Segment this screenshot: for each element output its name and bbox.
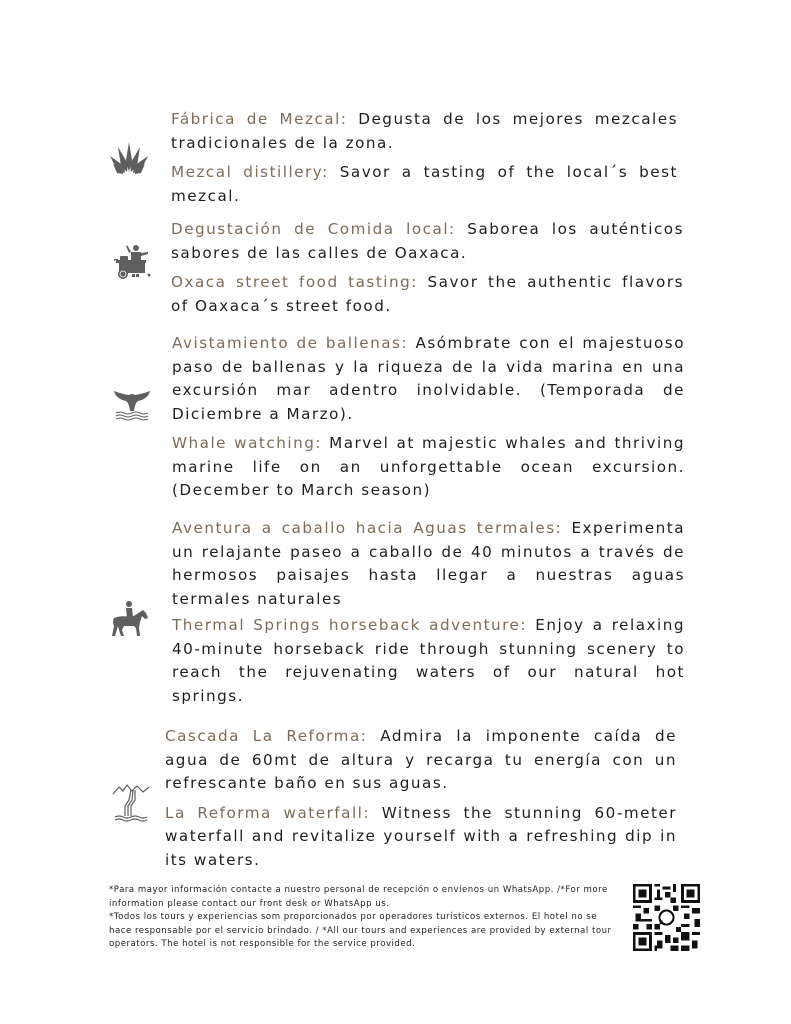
spanish-description [171, 218, 684, 265]
english-description [171, 271, 684, 318]
spanish-description [172, 332, 685, 426]
spanish-description [172, 517, 685, 611]
activity-desc-en: Enjoy a relaxing 40-minute horseback ride through stunning scenery to reach the rejuvenating waters of our natural hot springs. [172, 616, 685, 705]
footer-disclaimer: *Todos los tours y experiencias som proporcionados por operadores turísticos externos. El hotel no se hace responsable por el servicio brindado. / *All our tours and experiences are provided by external tour operators. The hotel is not responsible for the service provided. [109, 912, 612, 950]
activity-text [172, 517, 685, 708]
activity-text [172, 332, 685, 503]
activity-title-en: Whale watching: [172, 434, 322, 452]
activity-desc-es: Saborea los auténticos sabores de las calles de Oaxaca. [171, 220, 685, 262]
agave-icon [109, 138, 149, 178]
english-description [165, 802, 677, 873]
activity-desc-es: Asómbrate con el majestuoso paso de ballenas y la riqueza de la vida marina en una excursión mar adentro inolvidable. (Temporada de Diciembre a Marzo). [172, 334, 685, 423]
whale-tail-icon [112, 385, 152, 425]
activity-title-es: Aventura a caballo hacia Aguas termales: [172, 519, 563, 537]
street-food-cart-icon [112, 243, 152, 283]
activity-title-en: Oxaca street food tasting: [171, 273, 418, 291]
activity-title-en: Mezcal distillery: [171, 163, 329, 181]
activity-text [171, 108, 678, 208]
activity-desc-es: Admira la imponente caída de agua de 60mt de altura y recarga tu energía con un refrescante baño en sus aguas. [165, 727, 677, 792]
english-description [171, 161, 678, 208]
activity-title-es: Degustación de Comida local: [171, 220, 456, 238]
footer-contact-note: *Para mayor información contacte a nuestro personal de recepción o envíenos un WhatsApp. /*For more information please contact our front desk or WhatsApp us. [109, 885, 608, 909]
activity-desc-en: Savor a tasting of the local´s best mezcal. [171, 163, 678, 205]
horseback-rider-icon [110, 600, 150, 640]
activity-desc-en: Marvel at majestic whales and thriving marine life on an unforgettable ocean excursion. (December to March season) [172, 434, 685, 499]
activity-desc-es: Experimenta un relajante paseo a caballo de 40 minutos a través de hermosos paisajes hasta llegar a nuestras aguas termales naturales [172, 519, 685, 608]
activity-text [171, 218, 684, 318]
whatsapp-qr-code-icon[interactable] [633, 884, 700, 951]
activity-title-en: La Reforma waterfall: [165, 803, 371, 822]
waterfall-icon [111, 782, 151, 822]
footer-notes [109, 884, 621, 952]
activity-desc-es: Degusta de los mejores mezcales tradicionales de la zona. [171, 110, 678, 152]
spanish-description [171, 108, 678, 155]
activity-title-es: Fábrica de Mezcal: [171, 110, 348, 128]
spanish-description [165, 725, 677, 796]
activity-desc-en: Witness the stunning 60-meter waterfall and revitalize yourself with a refreshing dip in its waters. [165, 803, 678, 869]
activity-title-es: Cascada La Reforma: [165, 727, 368, 745]
activity-title-es: Avistamiento de ballenas: [172, 334, 409, 352]
activity-text [165, 725, 677, 872]
activity-desc-en: Savor the authentic flavors of Oaxaca´s street food. [171, 273, 684, 315]
english-description [172, 614, 685, 708]
activity-title-en: Thermal Springs horseback adventure: [172, 616, 528, 634]
english-description [172, 432, 685, 503]
